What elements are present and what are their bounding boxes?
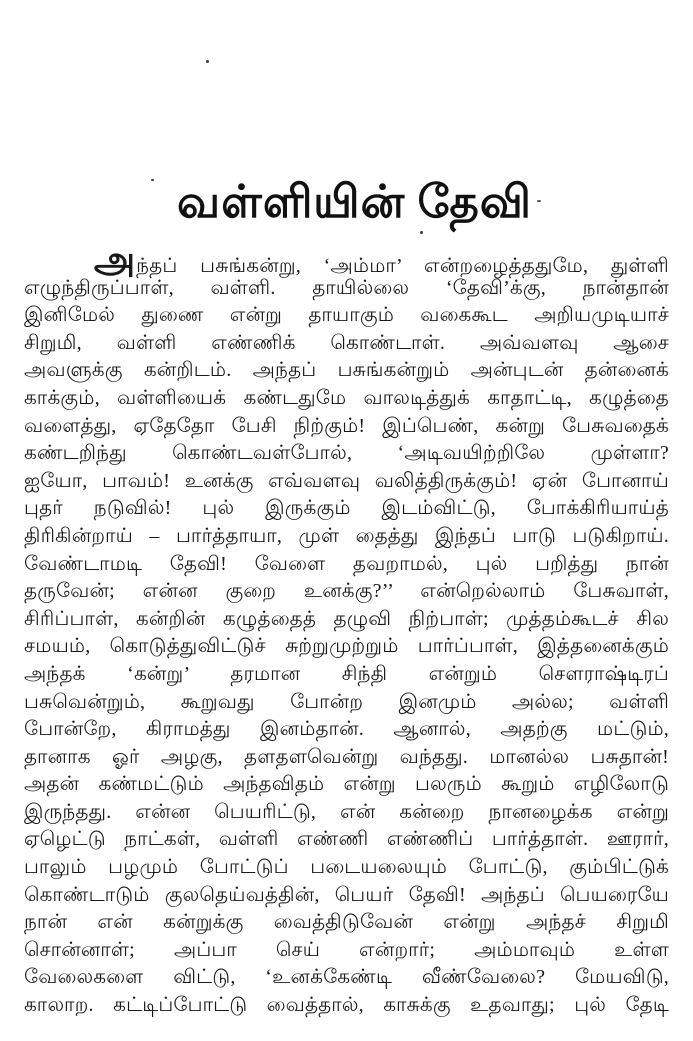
text-line: வளைத்து, ஏதேதோ பேசி நிற்கும்! இப்பெண், கன்று பேசுவதைக் [24, 414, 669, 437]
body-text-block [24, 240, 669, 1020]
text-line: கொண்டாடும் குலதெய்வத்தின், பெயர் தேவி! அந்தப் பெயரையே [24, 883, 669, 906]
text-line: சிறுமி, வள்ளி எண்ணிக் கொண்டாள். அவ்வளவு ஆசை [24, 331, 669, 354]
text-line: சிரிப்பாள், கன்றின் கழுத்தைத் தழுவி நிற்பாள்; முத்தம்கூடச் சில [24, 607, 669, 630]
text-line: நான் என் கன்றுக்கு வைத்திடுவேன் என்று அந்தச் சிறுமி [24, 911, 669, 934]
text-line: இருந்தது. என்ன பெயரிட்டு, என் கன்றை நானழைக்க என்று [24, 800, 669, 823]
text-line-content: ந்தப் பசுங்கன்று, ‘அம்மா’ என்றழைத்ததுமே, துள்ளி [136, 255, 669, 277]
scan-speck [206, 60, 209, 63]
text-line: சொன்னாள்; அப்பா செய் என்றார்; அம்மாவும் உள்ள [24, 938, 669, 961]
text-line: சமயம், கொடுத்துவிட்டுச் சுற்றுமுற்றும் பார்ப்பாள், இத்தனைக்கும் [24, 635, 669, 658]
text-line [24, 240, 669, 281]
text-line: போன்றே, கிராமத்து இனம்தான். ஆனால், அதற்கு மட்டும், [24, 718, 669, 741]
text-line: அந்தக் ‘கன்று’ தரமான சிந்தி என்றும் செளராஷ்டிரப் [24, 662, 669, 685]
text-line: அவளுக்கு கன்றிடம். அந்தப் பசுங்கன்றும் அன்புடன் தன்னைக் [24, 359, 669, 382]
text-line: காக்கும், வள்ளியைக் கண்டதுமே வாலடித்துக் காதாட்டி, கழுத்தை [24, 386, 669, 409]
text-line: வேலைகளை விட்டு, ‘உனக்கேண்டி வீண்வேலை? மேயவிடு, [24, 966, 669, 989]
text-line: பசுவென்றும், கூறுவது போன்ற இனமும் அல்ல; வள்ளி [24, 690, 669, 713]
text-line: காலாற. கட்டிப்போட்டு வைத்தால், காசுக்கு உதவாது; புல் தேடி [24, 994, 669, 1017]
drop-cap-initial: அ [94, 240, 136, 281]
text-line: இனிமேல் துணை என்று தாயாகும் வகைகூட அறியமுடியாச் [24, 304, 669, 327]
text-line: தானாக ஓர் அழகு, தளதளவென்று வந்தது. மானல்ல பசுதான்! [24, 745, 669, 768]
text-line: கண்டறிந்து கொண்டவள்போல், ‘அடிவயிற்றிலே முள்ளா? [24, 442, 669, 465]
text-line: ஏழெட்டு நாட்கள், வள்ளி எண்ணி எண்ணிப் பார்த்தாள். ஊரார், [24, 828, 669, 851]
text-line: பாலும் பழமும் போட்டுப் படையலையும் போட்டு, கும்பிட்டுக் [24, 856, 669, 879]
text-line: ஐயோ, பாவம்! உனக்கு எவ்வளவு வலித்திருக்கும்! ஏன் போனாய் [24, 469, 669, 492]
text-line: வேண்டாமடி தேவி! வேளை தவறாமல், புல் பறித்து நான் [24, 552, 669, 575]
text-line: திரிகின்றாய் – பார்த்தாயா, முள் தைத்து இந்தப் பாடு படுகிறாய். [24, 524, 669, 547]
text-line: எழுந்திருப்பாள், வள்ளி. தாயில்லை ‘தேவி’க்கு, நான்தான் [24, 276, 669, 299]
text-line: அதன் கண்மட்டும் அந்தவிதம் என்று பலரும் கூறும் எழிலோடு [24, 773, 669, 796]
chapter-title: வள்ளியின் தேவி [177, 177, 532, 228]
text-line: புதர் நடுவில்! புல் இருக்கும் இடம்விட்டு, போக்கிரியாய்த் [24, 497, 669, 520]
text-line: தருவேன்; என்ன குறை உனக்கு?’’ என்றெல்லாம் பேசுவாள், [24, 580, 669, 603]
